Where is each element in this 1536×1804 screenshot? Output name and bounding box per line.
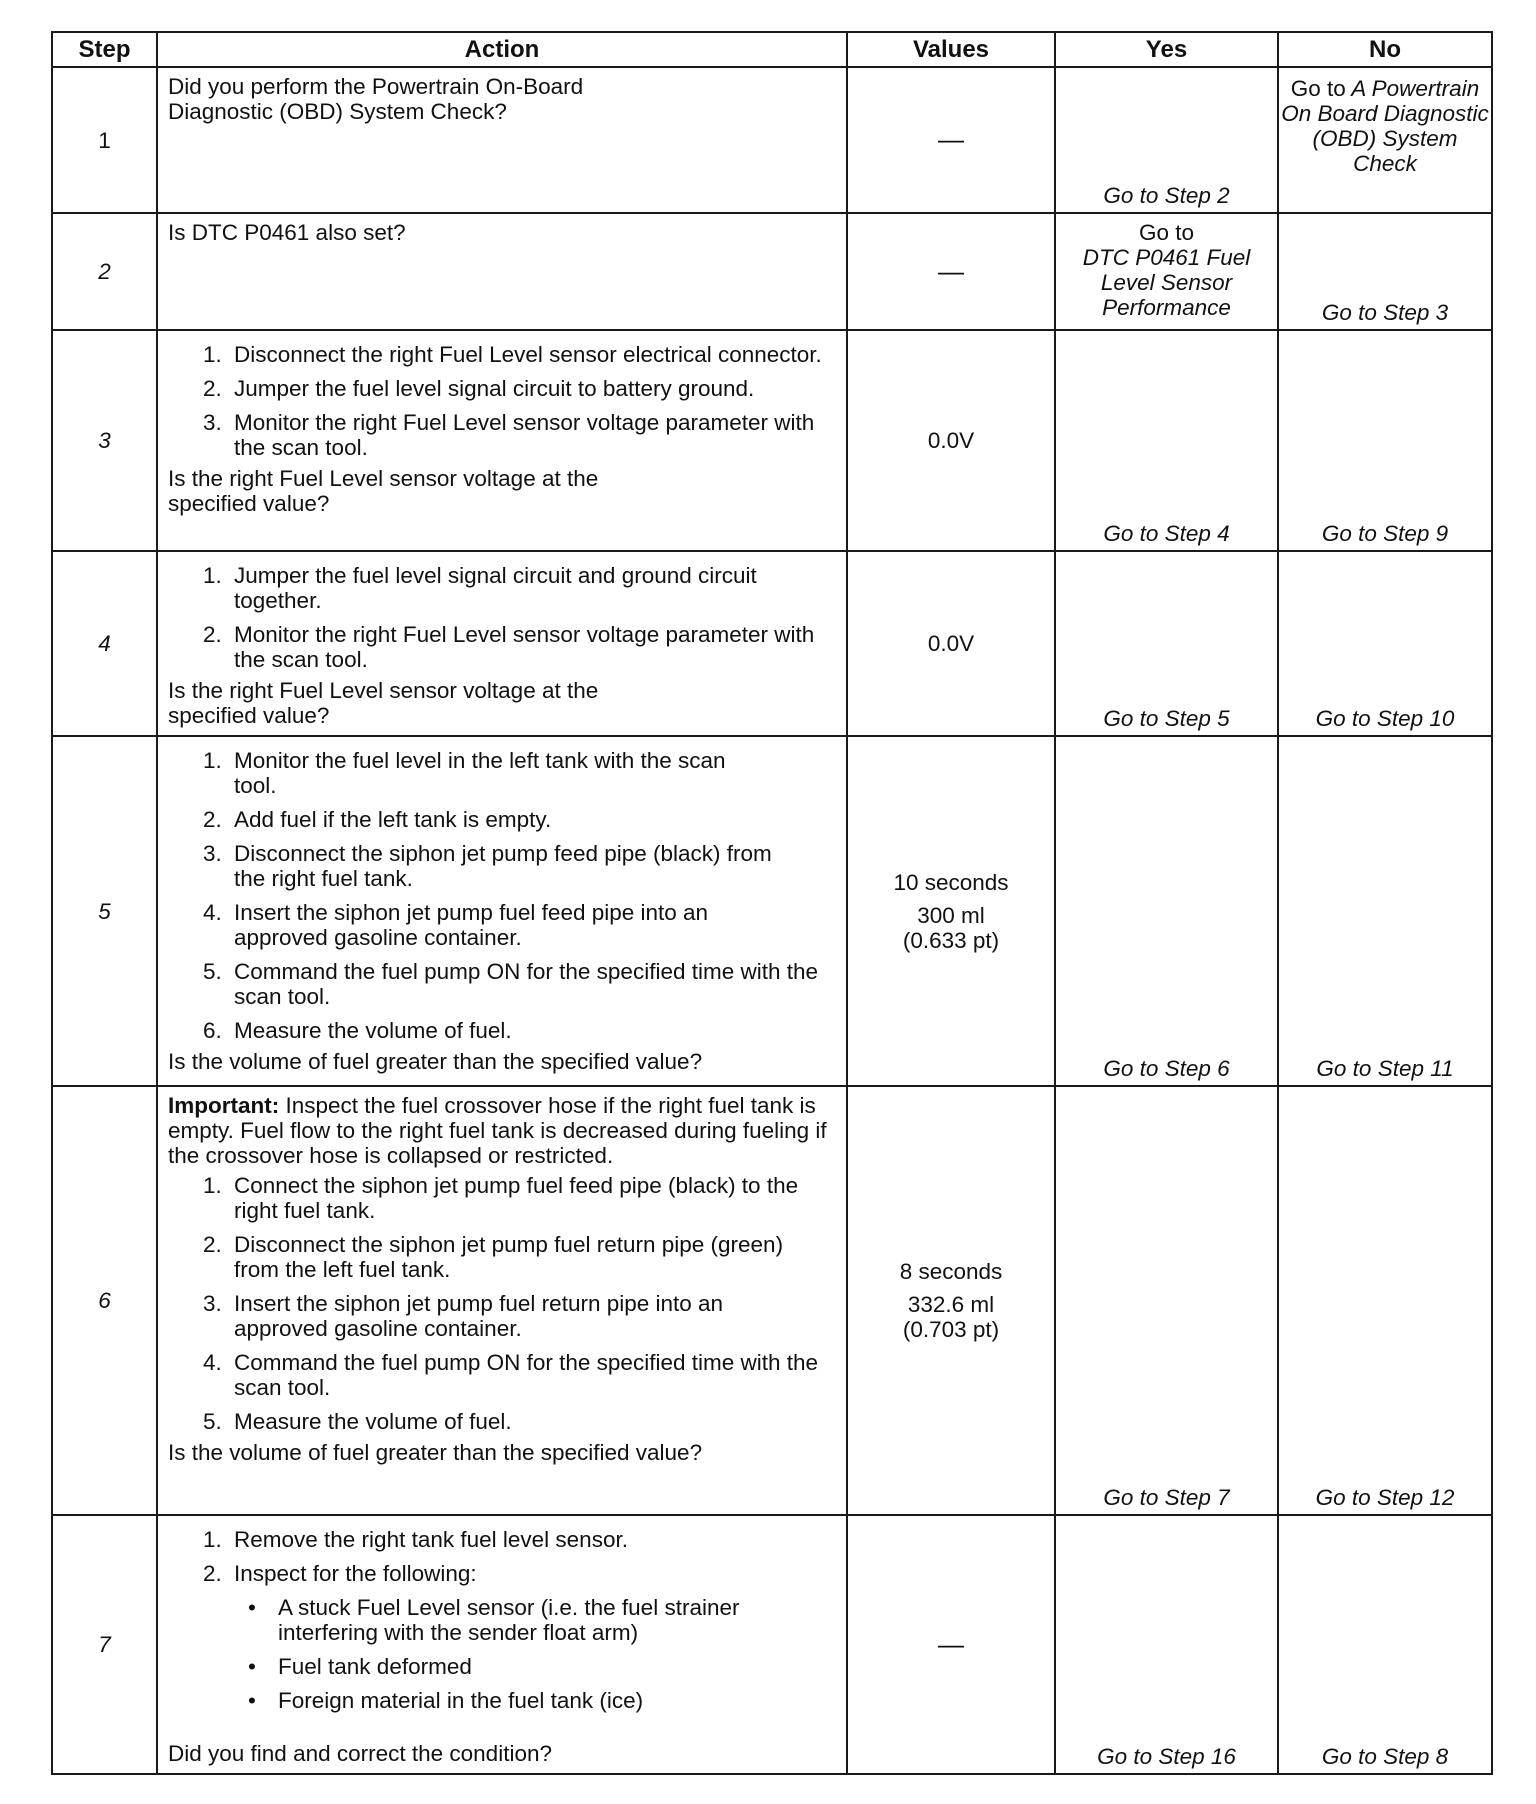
value-line: 10 seconds: [893, 869, 1009, 895]
value-line: 8 seconds: [899, 1259, 1003, 1284]
value-text: —: [938, 124, 964, 154]
action-step: 1. Connect the siphon jet pump fuel feed pipe (black) to the right fuel tank.: [228, 1173, 838, 1223]
action-step: [228, 1561, 838, 1713]
table-row: [52, 1515, 1492, 1774]
action-question: Is DTC P0461 also set?: [168, 220, 406, 245]
action-step: 1. Remove the right tank fuel level sensor.: [228, 1527, 838, 1552]
value-cell: 0.0V: [847, 330, 1055, 551]
action-cell: [157, 67, 847, 213]
list-item: • A stuck Fuel Level sensor (i.e. the fuel strainer interfering with the sender float arm): [272, 1595, 798, 1645]
step-number: 2: [52, 213, 157, 330]
no-link: A Powertrain On Board Diagnostic (OBD) System Check: [1281, 76, 1489, 176]
action-steps: [168, 563, 838, 672]
value-cell: [847, 67, 1055, 213]
value-text: —: [938, 255, 964, 286]
yes-link: DTC P0461 Fuel Level Sensor Performance: [1082, 245, 1251, 320]
step-number: 6: [52, 1086, 157, 1515]
header-no: No: [1278, 32, 1492, 67]
yes-cell: Go to Step 6: [1055, 736, 1278, 1086]
value-cell: [847, 1515, 1055, 1774]
action-cell: [157, 330, 847, 551]
no-cell: Go to Step 10: [1278, 551, 1492, 736]
step-number: 1: [52, 67, 157, 213]
no-cell: Go to Step 3: [1278, 213, 1492, 330]
action-question: Did you perform the Powertrain On-Board Diagnostic (OBD) System Check?: [168, 74, 584, 124]
value-line: 332.6 ml: [907, 1292, 995, 1317]
action-step-text: Inspect for the following:: [234, 1561, 477, 1586]
header-values: Values: [847, 32, 1055, 67]
action-step: 2. Disconnect the siphon jet pump fuel return pipe (green) from the left fuel tank.: [228, 1232, 794, 1282]
value-cell: [847, 1086, 1055, 1515]
value-text: —: [938, 1628, 964, 1659]
action-question: Did you find and correct the condition?: [168, 1741, 552, 1766]
important-label: Important:: [168, 1093, 280, 1118]
yes-cell: [1055, 213, 1278, 330]
step-number: 5: [52, 736, 157, 1086]
no-prefix: Go to: [1290, 76, 1346, 101]
header-row: [52, 32, 1492, 67]
table-row: [52, 213, 1492, 330]
important-text: Inspect the fuel crossover hose if the right fuel tank is empty. Fuel flow to the right fuel tank is decreased during fueling if the crossover hose is collapsed or restricted.: [168, 1093, 827, 1168]
action-cell: [157, 1515, 847, 1774]
table-row: [52, 1086, 1492, 1515]
action-step: 3. Insert the siphon jet pump fuel return pipe into an approved gasoline container.: [228, 1291, 794, 1341]
action-cell: [157, 551, 847, 736]
action-steps: [168, 748, 838, 1043]
value-cell: [847, 213, 1055, 330]
action-cell: [157, 736, 847, 1086]
no-cell: [1278, 67, 1492, 213]
header-yes: Yes: [1055, 32, 1278, 67]
action-question: Is the volume of fuel greater than the specified value?: [168, 1440, 703, 1465]
table-row: [52, 551, 1492, 736]
yes-cell: Go to Step 2: [1055, 67, 1278, 213]
no-cell: Go to Step 12: [1278, 1086, 1492, 1515]
no-cell: Go to Step 8: [1278, 1515, 1492, 1774]
action-question: Is the right Fuel Level sensor voltage at the specified value?: [168, 466, 599, 516]
list-item: • Foreign material in the fuel tank (ice): [272, 1688, 838, 1713]
yes-cell: Go to Step 4: [1055, 330, 1278, 551]
action-step: 4. Command the fuel pump ON for the specified time with the scan tool.: [228, 1350, 838, 1400]
action-cell: [157, 1086, 847, 1515]
yes-cell: Go to Step 16: [1055, 1515, 1278, 1774]
action-step: 6. Measure the volume of fuel.: [228, 1018, 838, 1043]
value-line: 300 ml: [917, 902, 985, 928]
action-steps: [168, 1527, 838, 1713]
step-number: 7: [52, 1515, 157, 1774]
value-line: (0.633 pt): [902, 927, 1000, 953]
diagnostic-table: [51, 31, 1493, 1775]
yes-cell: Go to Step 7: [1055, 1086, 1278, 1515]
action-step: 1. Disconnect the right Fuel Level sensor electrical connector.: [228, 342, 838, 367]
value-cell: 0.0V: [847, 551, 1055, 736]
table-row: [52, 330, 1492, 551]
action-question: Is the right Fuel Level sensor voltage at the specified value?: [168, 678, 599, 728]
action-step: 3. Monitor the right Fuel Level sensor voltage parameter with the scan tool.: [228, 410, 838, 460]
action-question: Is the volume of fuel greater than the specified value?: [168, 1049, 703, 1074]
action-step: 2. Monitor the right Fuel Level sensor voltage parameter with the scan tool.: [228, 622, 838, 672]
header-step: Step: [52, 32, 157, 67]
action-step: 2. Jumper the fuel level signal circuit to battery ground.: [228, 376, 838, 401]
value-cell: [847, 736, 1055, 1086]
step-number: 3: [52, 330, 157, 551]
action-step: 4. Insert the siphon jet pump fuel feed pipe into an approved gasoline container.: [228, 900, 794, 950]
inspection-list: [234, 1595, 838, 1713]
table-row: [52, 736, 1492, 1086]
no-cell: Go to Step 9: [1278, 330, 1492, 551]
value-line: (0.703 pt): [902, 1317, 1000, 1342]
action-step: 5. Measure the volume of fuel.: [228, 1409, 838, 1434]
action-steps: [168, 1173, 838, 1434]
yes-prefix: Go to: [1138, 220, 1195, 245]
table-row: [52, 67, 1492, 213]
action-step: 1. Jumper the fuel level signal circuit and ground circuit together.: [228, 563, 838, 613]
step-number: 4: [52, 551, 157, 736]
no-cell: Go to Step 11: [1278, 736, 1492, 1086]
yes-cell: Go to Step 5: [1055, 551, 1278, 736]
action-cell: [157, 213, 847, 330]
action-steps: [168, 342, 838, 460]
action-step: 5. Command the fuel pump ON for the specified time with the scan tool.: [228, 959, 838, 1009]
important-note: [168, 1093, 838, 1168]
action-step: 1. Monitor the fuel level in the left tank with the scan tool.: [228, 748, 754, 798]
action-step: 3. Disconnect the siphon jet pump feed pipe (black) from the right fuel tank.: [228, 841, 794, 891]
action-step: 2. Add fuel if the left tank is empty.: [228, 807, 838, 832]
list-item: • Fuel tank deformed: [272, 1654, 838, 1679]
header-action: Action: [157, 32, 847, 67]
